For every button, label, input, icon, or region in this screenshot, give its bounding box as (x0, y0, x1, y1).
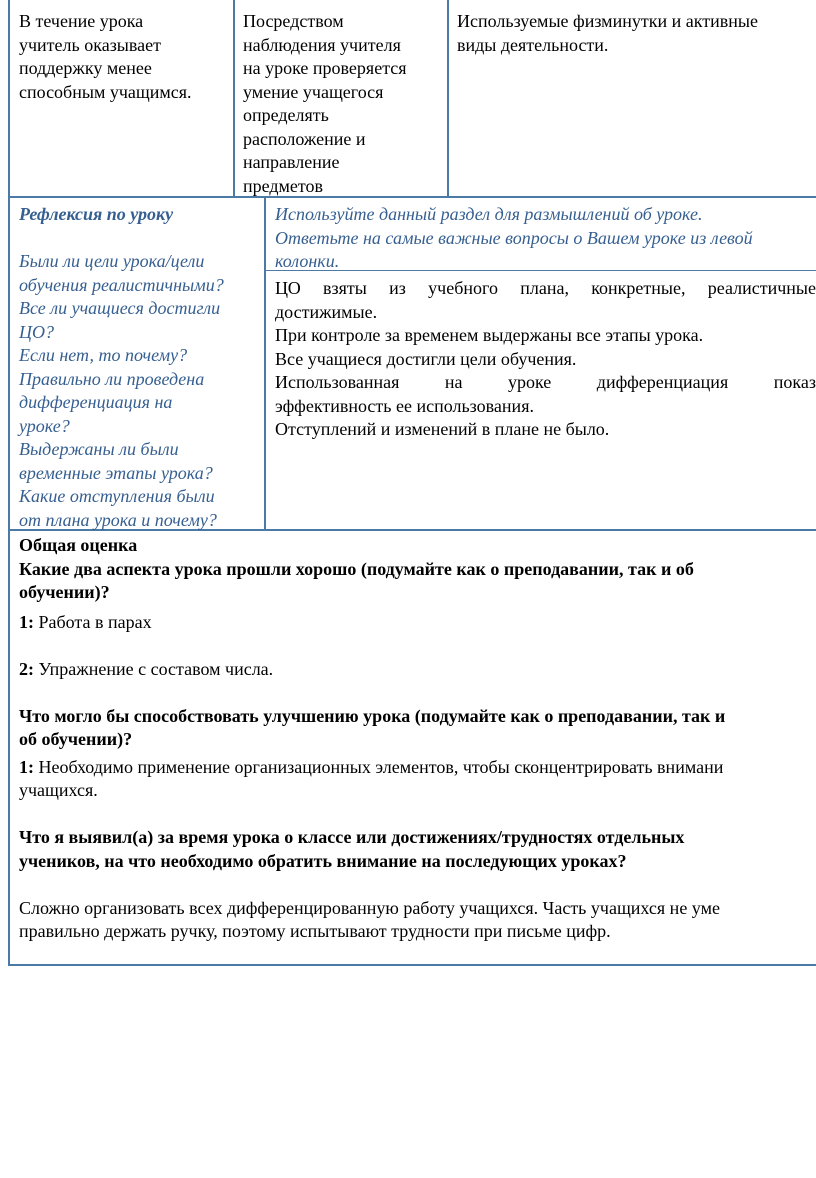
cell-support-text: В течение урока учитель оказывает поддержку менее способным учащимся. (19, 11, 192, 102)
cell-activities-text: Используемые физминутки и активные виды деятельности. (457, 11, 758, 55)
summary-title: Общая оценка (19, 535, 138, 555)
answer-line-4: Использованная на уроке дифференциация показ (275, 372, 816, 392)
good-aspect-1: 1: Работа в парах (19, 611, 152, 632)
reflection-answers: ЦО взяты из учебного плана, конкретные, реалистичные достижимые. При контроле за временем выдержаны все этапы урока. Все учащиеся достигли цели обучения. Использованная на уроке дифференциация показ эффективность ее использования. Отступлений и изменений в плане не было. (275, 278, 816, 439)
reflection-title: Рефлексия по уроку (19, 204, 174, 224)
improvement-1: 1: Необходимо применение организационных элементов, чтобы сконцентрировать внимани (19, 756, 724, 777)
table-divider-top-2 (447, 0, 449, 197)
answer-line-1: ЦО взяты из учебного плана, конкретные, реалистичные (275, 278, 816, 298)
good-aspect-2: 2: Упражнение с составом числа. (19, 658, 274, 679)
reflection-questions: Рефлексия по уроку Были ли цели урока/цели обучения реалистичными? Все ли учащиеся достигли ЦО? Если нет, то почему? Правильно ли проведена дифференциация на уроке? Выдержаны ли были временные этапы урока? Какие отступления были от плана урока и почему? (19, 203, 262, 532)
table-border-bottom (8, 964, 816, 966)
table-divider-reflection (264, 198, 266, 530)
question-1: Какие два аспекта урока прошли хорошо (подумайте как о преподавании, так и об (19, 558, 694, 579)
question-2: Что могло бы способствовать улучшению урока (подумайте как о преподавании, так и (19, 705, 726, 726)
reflection-hint: Используйте данный раздел для размышлений об уроке. Ответьте на самые важные вопросы о Вашем уроке из левой колонки. (275, 204, 753, 271)
cell-observation-text: Посредством наблюдения учителя на уроке проверяется умение учащегося определять расположение и направление предметов (243, 11, 407, 196)
question-3: Что я выявил(а) за время урока о классе или достижениях/трудностях отдельных (19, 827, 685, 847)
findings-text: Сложно организовать всех дифференцированную работу учащихся. Часть учащихся не уме (19, 897, 720, 918)
table-divider-top-1 (233, 0, 235, 197)
summary-section: Общая оценка Какие два аспекта урока прошли хорошо (подумайте как о преподавании, так и об обучении)? 1: Работа в парах 2: Упражнение с составом числа. Что могло бы способствовать улучшению урока (подумайте как о преподавании, так и об обучении)? 1: Необходимо применение организационных элементов, чтобы сконцентрировать внимани учащихся. Что я выявил(а) за время урока о классе или достижениях/трудностях отдельных учеников, на что необходимо обратить внимание на последующих уроках? Сложно организовать всех дифференцированную работу учащихся. Часть учащихся не уме правильно держать ручку, поэтому испытывают трудности при письме цифр. (19, 534, 816, 944)
table-border-left (8, 0, 10, 966)
